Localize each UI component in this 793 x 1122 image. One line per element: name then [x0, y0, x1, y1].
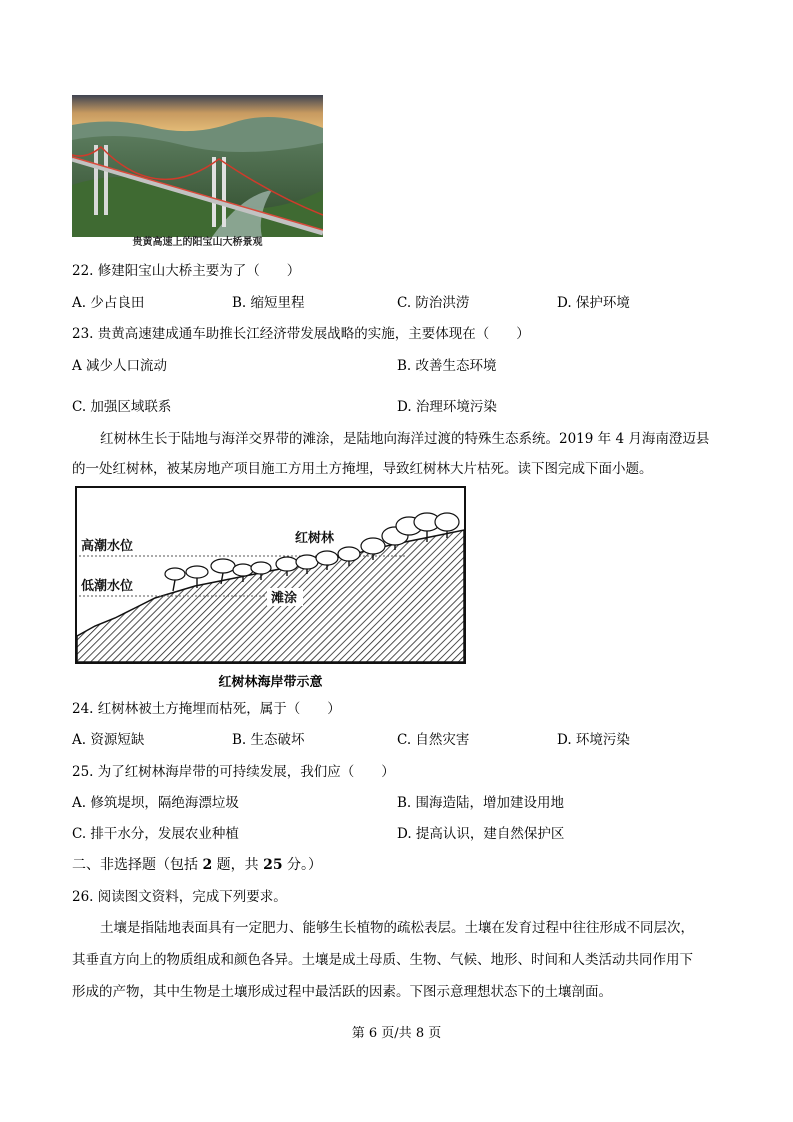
low-tide-label: 低潮水位: [81, 579, 134, 594]
q26-para-line3: 形成的产物，其中生物是土壤形成过程中最活跃的因素。下图示意理想状态下的土壤剖面。: [72, 984, 612, 1000]
q23-stem: 23. 贵黄高速建成通车助推长江经济带发展战略的实施，主要体现在（ ）: [72, 326, 530, 342]
q22-stem: 22. 修建阳宝山大桥主要为了（ ）: [72, 263, 301, 279]
section2-heading-post: 分。）: [282, 857, 323, 873]
section2-points: 25: [263, 857, 283, 873]
mangrove-coast-diagram: [75, 486, 466, 664]
q25-option-c: C. 排干水分，发展农业种植: [72, 826, 239, 842]
mangrove-label: 红树林: [295, 531, 335, 546]
q24-option-d: D. 环境污染: [557, 732, 630, 748]
q24-option-b: B. 生态破坏: [232, 732, 305, 748]
q26-para-line1: 土壤是指陆地表面具有一定肥力、能够生长植物的疏松表层。土壤在发育过程中往往形成不同层次，: [100, 920, 694, 936]
figure1-caption: 贵黄高速上的阳宝山大桥景观: [132, 237, 263, 248]
q23-option-b: B. 改善生态环境: [397, 358, 497, 374]
q25-option-a: A. 修筑堤坝，隔绝海漂垃圾: [72, 795, 239, 811]
q22-option-d: D. 保护环境: [557, 295, 630, 311]
q22-option-a: A. 少占良田: [72, 295, 145, 311]
page-number: 第 6 页/共 8 页: [351, 1026, 442, 1041]
section2-heading: [72, 856, 322, 874]
q25-option-d: D. 提高认识，建自然保护区: [397, 826, 565, 842]
q23-option-a: A 减少人口流动: [72, 358, 168, 374]
q22-option-b: B. 缩短里程: [232, 295, 305, 311]
section2-count: 2: [202, 857, 213, 873]
high-tide-label: 高潮水位: [81, 539, 134, 554]
q24-option-a: A. 资源短缺: [72, 732, 145, 748]
passage1-line1: 红树林生长于陆地与海洋交界带的滩涂，是陆地向海洋过渡的特殊生态系统。2019 年 4 月海南澄迈县: [100, 431, 710, 447]
bridge-landscape-image: [72, 95, 323, 237]
tidal-flat-label: 滩涂: [271, 591, 298, 606]
mangrove-diagram-svg: [75, 486, 466, 664]
section2-heading-mid: 题，共: [212, 857, 264, 873]
q24-stem: 24. 红树林被土方掩埋而枯死，属于（ ）: [72, 701, 341, 717]
q25-stem: 25. 为了红树林海岸带的可持续发展，我们应（ ）: [72, 764, 395, 780]
figure2-caption: 红树林海岸带示意: [218, 675, 323, 690]
q25-option-b: B. 围海造陆，增加建设用地: [397, 795, 565, 811]
bridge-photo: [72, 95, 323, 237]
q23-option-d: D. 治理环境污染: [397, 399, 497, 415]
q24-option-c: C. 自然灾害: [397, 732, 470, 748]
q22-option-c: C. 防治洪涝: [397, 295, 470, 311]
q23-option-c: C. 加强区域联系: [72, 399, 172, 415]
section2-heading-pre: 二、非选择题（包括: [72, 857, 203, 873]
q26-para-line2: 其垂直方向上的物质组成和颜色各异。土壤是成土母质、生物、气候、地形、时间和人类活动共同作用下: [72, 952, 693, 968]
passage1-line2: 的一处红树林，被某房地产项目施工方用土方掩埋，导致红树林大片枯死。读下图完成下面小题。: [72, 461, 653, 477]
q26-stem: 26. 阅读图文资料，完成下列要求。: [72, 889, 287, 905]
